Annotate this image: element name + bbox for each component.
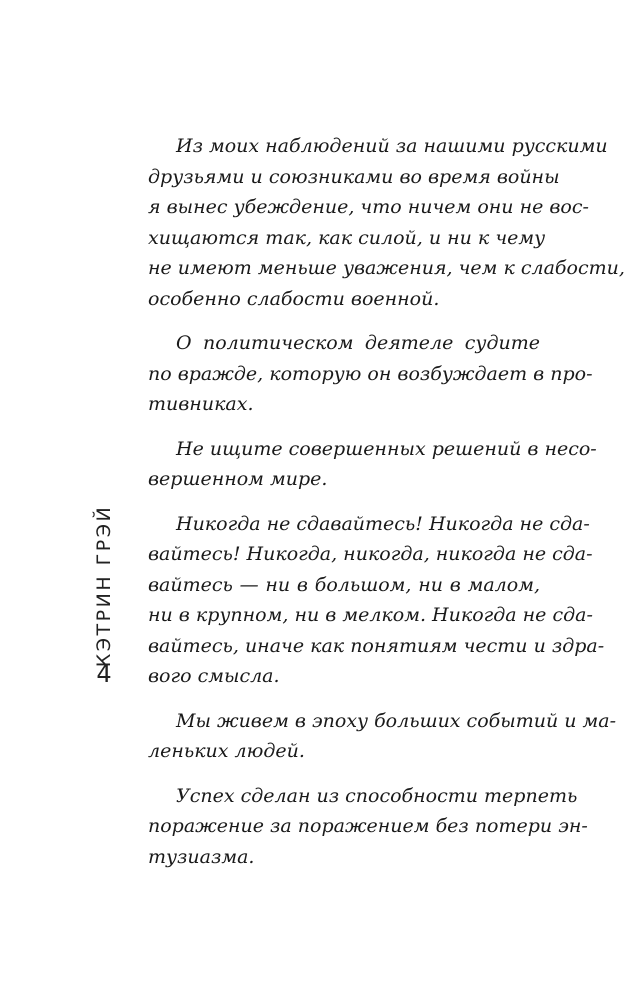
text-line: О политическом деятеле судите: [176, 332, 540, 354]
quote-paragraph: [148, 131, 625, 314]
text-line: вайтесь! Никогда, никогда, никогда не сда-: [148, 543, 593, 565]
text-line: поражение за поражением без потери эн-: [148, 815, 588, 837]
text-line: Не ищите совершенных решений в несо-: [176, 437, 597, 460]
quote-paragraph: [148, 509, 605, 692]
text-line: вайтесь — ни в большом, ни в малом,: [148, 573, 540, 596]
text-line: Из моих наблюдений за нашими русскими: [176, 135, 608, 157]
running-head-author: КЭТРИН ГРЭЙ: [93, 504, 115, 667]
quote-paragraph: [148, 706, 617, 767]
text-line: друзьями и союзниками во время войны: [148, 165, 560, 188]
text-line: не имеют меньше уважения, чем к слабости,: [148, 257, 625, 279]
text-line: тивниках.: [148, 393, 254, 415]
running-head: [89, 504, 119, 667]
quote-paragraph: [148, 781, 588, 873]
text-line: по вражде, которую он возбуждает в про-: [148, 362, 593, 385]
quote-paragraph: [148, 328, 593, 420]
text-line: Мы живем в эпоху больших событий и ма-: [176, 709, 617, 732]
text-line: я вынес убеждение, что ничем они не вос-: [148, 196, 589, 218]
text-line: хищаются так, как силой, и ни к чему: [148, 226, 546, 249]
page-number: 4: [96, 660, 112, 688]
text-line: вайтесь, иначе как понятиям чести и здра-: [148, 634, 605, 657]
text-line: Успех сделан из способности терпеть: [176, 784, 578, 807]
quote-paragraph: [148, 434, 597, 495]
text-line: леньких людей.: [148, 740, 305, 762]
text-line: вершенном мире.: [148, 468, 328, 490]
text-line: вого смысла.: [148, 665, 280, 687]
text-line: Никогда не сдавайтесь! Никогда не сда-: [176, 512, 590, 535]
quote-text-block: [148, 131, 625, 886]
text-line: ни в крупном, ни в мелком. Никогда не сда-: [148, 604, 593, 626]
text-line: тузиазма.: [148, 845, 255, 868]
text-line: особенно слабости военной.: [148, 287, 440, 310]
